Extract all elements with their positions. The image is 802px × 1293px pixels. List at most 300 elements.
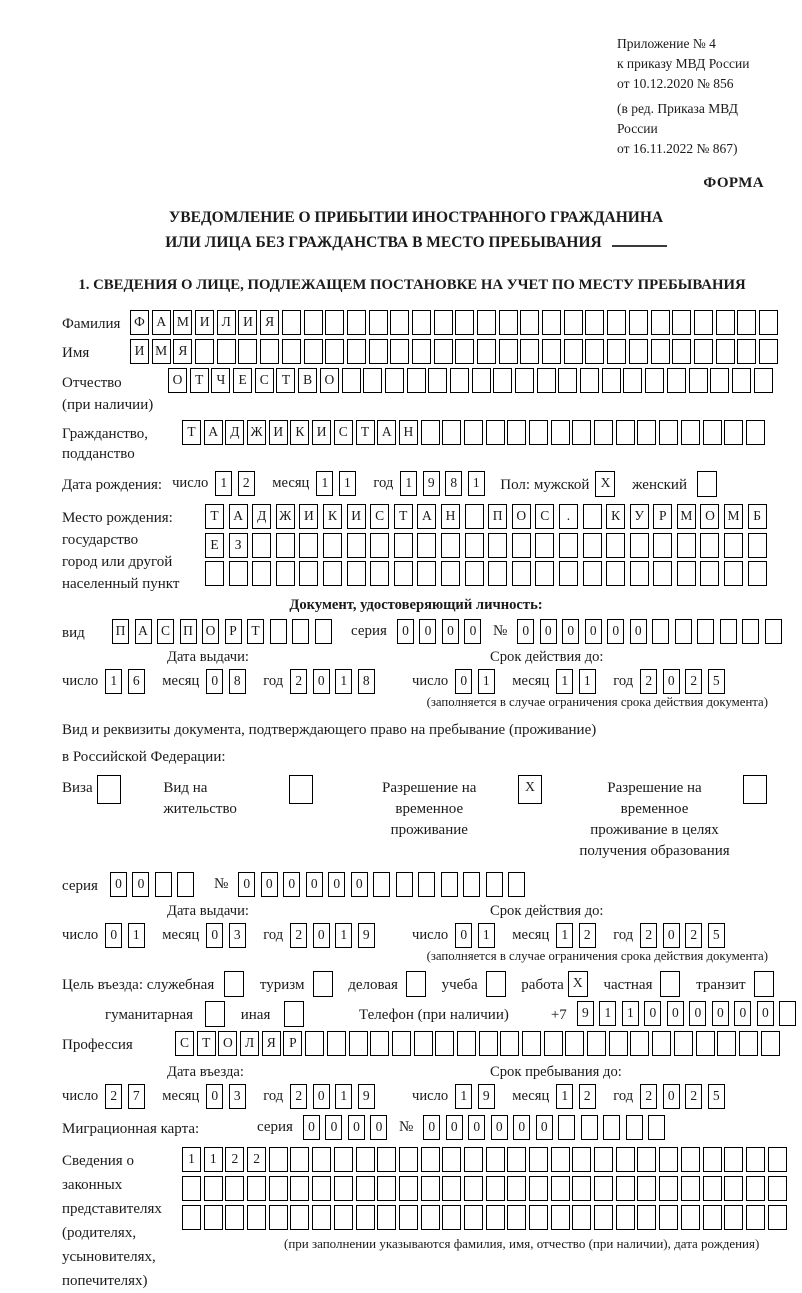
char-cell[interactable] (499, 310, 518, 335)
char-cell[interactable] (399, 1147, 418, 1172)
checkbox-cell[interactable] (224, 971, 244, 997)
char-cell[interactable] (434, 310, 453, 335)
char-cell[interactable] (732, 368, 751, 393)
char-cell[interactable] (442, 1176, 461, 1201)
char-cell[interactable] (269, 1147, 288, 1172)
char-cell[interactable]: А (135, 619, 152, 644)
char-cell[interactable] (195, 339, 214, 364)
char-cell[interactable] (441, 872, 458, 897)
char-cell[interactable]: М (152, 339, 171, 364)
char-cell[interactable]: Т (247, 619, 264, 644)
char-cell[interactable] (412, 339, 431, 364)
char-cell[interactable] (700, 561, 719, 586)
char-cell[interactable]: 0 (348, 1115, 365, 1140)
char-cell[interactable] (675, 619, 692, 644)
char-cell[interactable] (746, 420, 765, 445)
char-cell[interactable]: О (320, 368, 339, 393)
char-cell[interactable] (464, 420, 483, 445)
char-cell[interactable]: П (180, 619, 197, 644)
char-cell[interactable] (421, 420, 440, 445)
checkbox-cell[interactable] (97, 775, 121, 804)
char-cell[interactable]: Я (262, 1031, 281, 1056)
digit-cell[interactable]: 2 (579, 1084, 596, 1109)
char-cell[interactable] (724, 1176, 743, 1201)
digit-cell[interactable]: 1 (556, 1084, 573, 1109)
char-cell[interactable]: 1 (204, 1147, 223, 1172)
digit-cell[interactable]: 9 (478, 1084, 495, 1109)
char-cell[interactable]: 0 (442, 619, 459, 644)
char-cell[interactable]: Я (260, 310, 279, 335)
digit-cell[interactable]: 2 (685, 1084, 702, 1109)
char-cell[interactable] (681, 1205, 700, 1230)
digit-cell[interactable]: 0 (663, 669, 680, 694)
digit-cell[interactable]: 1 (335, 669, 352, 694)
char-cell[interactable]: Р (225, 619, 242, 644)
char-cell[interactable]: 0 (607, 619, 624, 644)
char-cell[interactable] (559, 533, 578, 558)
char-cell[interactable]: 0 (238, 872, 255, 897)
char-cell[interactable] (455, 310, 474, 335)
char-cell[interactable] (616, 420, 635, 445)
char-cell[interactable] (529, 1205, 548, 1230)
digit-cell[interactable]: 9 (358, 923, 375, 948)
char-cell[interactable]: Л (240, 1031, 259, 1056)
char-cell[interactable] (417, 561, 436, 586)
char-cell[interactable] (407, 368, 426, 393)
char-cell[interactable] (260, 339, 279, 364)
char-cell[interactable] (761, 1031, 780, 1056)
char-cell[interactable] (659, 420, 678, 445)
digit-cell[interactable]: 6 (128, 669, 145, 694)
char-cell[interactable]: 0 (491, 1115, 508, 1140)
char-cell[interactable] (369, 339, 388, 364)
char-cell[interactable] (512, 561, 531, 586)
char-cell[interactable] (486, 1147, 505, 1172)
char-cell[interactable] (299, 561, 318, 586)
char-cell[interactable] (759, 310, 778, 335)
char-cell[interactable] (724, 420, 743, 445)
char-cell[interactable] (292, 619, 309, 644)
char-cell[interactable] (370, 561, 389, 586)
char-cell[interactable]: 1 (599, 1001, 616, 1026)
char-cell[interactable] (507, 1205, 526, 1230)
char-cell[interactable]: 0 (419, 619, 436, 644)
char-cell[interactable] (667, 368, 686, 393)
char-cell[interactable] (247, 1176, 266, 1201)
digit-cell[interactable]: 2 (640, 669, 657, 694)
char-cell[interactable]: 0 (734, 1001, 751, 1026)
char-cell[interactable] (694, 339, 713, 364)
char-cell[interactable] (417, 533, 436, 558)
char-cell[interactable] (486, 872, 503, 897)
char-cell[interactable]: Т (356, 420, 375, 445)
checkbox-cell[interactable] (289, 775, 313, 804)
char-cell[interactable]: Я (173, 339, 192, 364)
char-cell[interactable] (564, 310, 583, 335)
char-cell[interactable] (464, 1176, 483, 1201)
char-cell[interactable] (238, 339, 257, 364)
char-cell[interactable]: И (347, 504, 366, 529)
char-cell[interactable] (269, 1205, 288, 1230)
char-cell[interactable] (394, 533, 413, 558)
char-cell[interactable] (535, 561, 554, 586)
checkbox-cell[interactable] (486, 971, 506, 997)
char-cell[interactable] (606, 533, 625, 558)
char-cell[interactable]: О (168, 368, 187, 393)
char-cell[interactable] (637, 420, 656, 445)
digit-cell[interactable]: 0 (313, 669, 330, 694)
char-cell[interactable] (369, 310, 388, 335)
char-cell[interactable]: А (417, 504, 436, 529)
char-cell[interactable] (768, 1205, 787, 1230)
char-cell[interactable] (347, 561, 366, 586)
char-cell[interactable] (290, 1147, 309, 1172)
char-cell[interactable] (748, 561, 767, 586)
char-cell[interactable] (304, 339, 323, 364)
char-cell[interactable] (457, 1031, 476, 1056)
char-cell[interactable] (779, 1001, 796, 1026)
digit-cell[interactable]: 1 (105, 669, 122, 694)
char-cell[interactable] (594, 420, 613, 445)
char-cell[interactable] (746, 1176, 765, 1201)
char-cell[interactable] (537, 368, 556, 393)
char-cell[interactable] (488, 561, 507, 586)
digit-cell[interactable]: 1 (400, 471, 417, 496)
char-cell[interactable]: 0 (513, 1115, 530, 1140)
char-cell[interactable] (269, 1176, 288, 1201)
char-cell[interactable] (637, 1205, 656, 1230)
char-cell[interactable] (652, 1031, 671, 1056)
char-cell[interactable] (477, 339, 496, 364)
char-cell[interactable] (580, 368, 599, 393)
char-cell[interactable] (290, 1205, 309, 1230)
checkbox-cell[interactable]: X (595, 471, 615, 497)
digit-cell[interactable]: 1 (128, 923, 145, 948)
char-cell[interactable] (746, 1205, 765, 1230)
digit-cell[interactable]: 0 (206, 923, 223, 948)
char-cell[interactable] (585, 339, 604, 364)
char-cell[interactable] (603, 1115, 620, 1140)
char-cell[interactable] (442, 420, 461, 445)
char-cell[interactable] (282, 339, 301, 364)
char-cell[interactable]: Т (197, 1031, 216, 1056)
digit-cell[interactable]: 0 (313, 1084, 330, 1109)
char-cell[interactable] (276, 561, 295, 586)
char-cell[interactable]: 0 (423, 1115, 440, 1140)
char-cell[interactable] (441, 561, 460, 586)
digit-cell[interactable]: 2 (640, 1084, 657, 1109)
digit-cell[interactable]: 0 (105, 923, 122, 948)
char-cell[interactable] (464, 1205, 483, 1230)
char-cell[interactable] (428, 368, 447, 393)
char-cell[interactable]: 0 (325, 1115, 342, 1140)
char-cell[interactable] (349, 1031, 368, 1056)
char-cell[interactable] (529, 1147, 548, 1172)
char-cell[interactable]: К (290, 420, 309, 445)
char-cell[interactable] (659, 1205, 678, 1230)
digit-cell[interactable]: 3 (229, 1084, 246, 1109)
digit-cell[interactable]: 7 (128, 1084, 145, 1109)
digit-cell[interactable]: 0 (663, 923, 680, 948)
char-cell[interactable]: И (195, 310, 214, 335)
char-cell[interactable] (700, 533, 719, 558)
char-cell[interactable]: 0 (132, 872, 149, 897)
char-cell[interactable] (629, 310, 648, 335)
char-cell[interactable] (499, 339, 518, 364)
char-cell[interactable] (677, 533, 696, 558)
checkbox-cell[interactable] (743, 775, 767, 804)
char-cell[interactable] (551, 1176, 570, 1201)
char-cell[interactable] (399, 1205, 418, 1230)
char-cell[interactable] (696, 1031, 715, 1056)
char-cell[interactable] (323, 561, 342, 586)
char-cell[interactable] (535, 533, 554, 558)
char-cell[interactable] (637, 1147, 656, 1172)
checkbox-cell[interactable] (205, 1001, 225, 1027)
char-cell[interactable] (155, 872, 172, 897)
char-cell[interactable]: С (370, 504, 389, 529)
char-cell[interactable] (486, 420, 505, 445)
digit-cell[interactable]: 1 (335, 923, 352, 948)
char-cell[interactable] (442, 1147, 461, 1172)
char-cell[interactable] (583, 504, 602, 529)
checkbox-cell[interactable] (660, 971, 680, 997)
char-cell[interactable]: 0 (464, 619, 481, 644)
char-cell[interactable] (768, 1176, 787, 1201)
char-cell[interactable] (724, 533, 743, 558)
char-cell[interactable]: Л (217, 310, 236, 335)
char-cell[interactable] (653, 561, 672, 586)
char-cell[interactable] (463, 872, 480, 897)
char-cell[interactable] (551, 420, 570, 445)
char-cell[interactable]: А (204, 420, 223, 445)
char-cell[interactable] (442, 1205, 461, 1230)
char-cell[interactable] (465, 504, 484, 529)
char-cell[interactable]: А (377, 420, 396, 445)
char-cell[interactable] (347, 310, 366, 335)
char-cell[interactable]: С (255, 368, 274, 393)
char-cell[interactable]: М (173, 310, 192, 335)
digit-cell[interactable]: 0 (455, 923, 472, 948)
char-cell[interactable] (703, 1205, 722, 1230)
char-cell[interactable]: Т (205, 504, 224, 529)
digit-cell[interactable]: 5 (708, 923, 725, 948)
char-cell[interactable] (390, 310, 409, 335)
char-cell[interactable] (551, 1147, 570, 1172)
char-cell[interactable] (616, 1147, 635, 1172)
char-cell[interactable]: 1 (182, 1147, 201, 1172)
char-cell[interactable] (551, 1205, 570, 1230)
char-cell[interactable] (377, 1176, 396, 1201)
digit-cell[interactable]: 8 (229, 669, 246, 694)
char-cell[interactable]: 0 (283, 872, 300, 897)
checkbox-cell[interactable] (284, 1001, 304, 1027)
char-cell[interactable] (616, 1176, 635, 1201)
char-cell[interactable] (347, 339, 366, 364)
char-cell[interactable]: В (298, 368, 317, 393)
char-cell[interactable] (377, 1205, 396, 1230)
char-cell[interactable] (472, 368, 491, 393)
digit-cell[interactable]: 1 (579, 669, 596, 694)
char-cell[interactable] (746, 1147, 765, 1172)
char-cell[interactable] (252, 561, 271, 586)
char-cell[interactable] (565, 1031, 584, 1056)
char-cell[interactable]: 0 (110, 872, 127, 897)
char-cell[interactable] (630, 1031, 649, 1056)
char-cell[interactable]: Т (190, 368, 209, 393)
char-cell[interactable] (681, 1176, 700, 1201)
char-cell[interactable] (716, 310, 735, 335)
digit-cell[interactable]: 2 (238, 471, 255, 496)
char-cell[interactable] (479, 1031, 498, 1056)
char-cell[interactable] (182, 1205, 201, 1230)
char-cell[interactable]: 0 (689, 1001, 706, 1026)
char-cell[interactable] (282, 310, 301, 335)
char-cell[interactable] (312, 1205, 331, 1230)
char-cell[interactable] (373, 872, 390, 897)
char-cell[interactable] (515, 368, 534, 393)
char-cell[interactable] (370, 1031, 389, 1056)
char-cell[interactable] (542, 310, 561, 335)
char-cell[interactable] (653, 533, 672, 558)
char-cell[interactable] (394, 561, 413, 586)
char-cell[interactable] (651, 339, 670, 364)
char-cell[interactable]: 0 (468, 1115, 485, 1140)
char-cell[interactable] (363, 368, 382, 393)
char-cell[interactable] (486, 1205, 505, 1230)
char-cell[interactable] (421, 1147, 440, 1172)
char-cell[interactable] (412, 310, 431, 335)
char-cell[interactable] (377, 1147, 396, 1172)
char-cell[interactable] (645, 368, 664, 393)
char-cell[interactable]: 2 (225, 1147, 244, 1172)
char-cell[interactable] (724, 1205, 743, 1230)
char-cell[interactable] (564, 339, 583, 364)
char-cell[interactable]: 0 (306, 872, 323, 897)
char-cell[interactable] (276, 533, 295, 558)
char-cell[interactable] (677, 561, 696, 586)
char-cell[interactable] (229, 561, 248, 586)
char-cell[interactable] (225, 1205, 244, 1230)
char-cell[interactable] (652, 619, 669, 644)
char-cell[interactable] (290, 1176, 309, 1201)
char-cell[interactable]: С (175, 1031, 194, 1056)
char-cell[interactable] (558, 1115, 575, 1140)
char-cell[interactable] (739, 1031, 758, 1056)
char-cell[interactable]: Ж (276, 504, 295, 529)
char-cell[interactable] (674, 1031, 693, 1056)
char-cell[interactable]: С (157, 619, 174, 644)
char-cell[interactable] (455, 339, 474, 364)
char-cell[interactable] (205, 561, 224, 586)
char-cell[interactable]: Е (233, 368, 252, 393)
char-cell[interactable] (325, 339, 344, 364)
digit-cell[interactable]: 2 (290, 669, 307, 694)
char-cell[interactable]: Н (399, 420, 418, 445)
char-cell[interactable] (594, 1147, 613, 1172)
char-cell[interactable]: Е (205, 533, 224, 558)
char-cell[interactable] (765, 619, 782, 644)
digit-cell[interactable]: 5 (708, 669, 725, 694)
char-cell[interactable] (465, 533, 484, 558)
char-cell[interactable]: Р (653, 504, 672, 529)
char-cell[interactable] (616, 1205, 635, 1230)
digit-cell[interactable]: 1 (556, 923, 573, 948)
char-cell[interactable] (587, 1031, 606, 1056)
char-cell[interactable] (572, 1176, 591, 1201)
char-cell[interactable] (325, 310, 344, 335)
char-cell[interactable] (486, 1176, 505, 1201)
char-cell[interactable]: 0 (370, 1115, 387, 1140)
char-cell[interactable] (488, 533, 507, 558)
char-cell[interactable] (594, 1176, 613, 1201)
char-cell[interactable]: О (202, 619, 219, 644)
char-cell[interactable] (607, 339, 626, 364)
char-cell[interactable] (529, 420, 548, 445)
char-cell[interactable] (703, 1147, 722, 1172)
char-cell[interactable] (520, 310, 539, 335)
char-cell[interactable]: Н (441, 504, 460, 529)
char-cell[interactable] (392, 1031, 411, 1056)
char-cell[interactable]: И (299, 504, 318, 529)
char-cell[interactable]: С (535, 504, 554, 529)
char-cell[interactable] (748, 533, 767, 558)
char-cell[interactable] (334, 1176, 353, 1201)
char-cell[interactable] (606, 561, 625, 586)
char-cell[interactable]: 0 (351, 872, 368, 897)
checkbox-cell[interactable]: X (568, 971, 588, 997)
char-cell[interactable]: 0 (446, 1115, 463, 1140)
digit-cell[interactable]: 9 (423, 471, 440, 496)
char-cell[interactable] (623, 368, 642, 393)
char-cell[interactable] (493, 368, 512, 393)
char-cell[interactable]: О (700, 504, 719, 529)
char-cell[interactable]: К (323, 504, 342, 529)
char-cell[interactable] (710, 368, 729, 393)
char-cell[interactable] (204, 1176, 223, 1201)
digit-cell[interactable]: 2 (685, 669, 702, 694)
checkbox-cell[interactable]: X (518, 775, 542, 804)
char-cell[interactable] (629, 339, 648, 364)
char-cell[interactable] (334, 1205, 353, 1230)
char-cell[interactable] (630, 533, 649, 558)
char-cell[interactable]: Ж (247, 420, 266, 445)
digit-cell[interactable]: 1 (316, 471, 333, 496)
digit-cell[interactable]: 0 (313, 923, 330, 948)
digit-cell[interactable]: 1 (339, 471, 356, 496)
digit-cell[interactable]: 0 (206, 1084, 223, 1109)
char-cell[interactable] (323, 533, 342, 558)
digit-cell[interactable]: 0 (663, 1084, 680, 1109)
char-cell[interactable] (607, 310, 626, 335)
checkbox-cell[interactable] (697, 471, 717, 497)
char-cell[interactable] (418, 872, 435, 897)
char-cell[interactable] (252, 533, 271, 558)
char-cell[interactable] (672, 339, 691, 364)
digit-cell[interactable]: 2 (579, 923, 596, 948)
char-cell[interactable]: А (229, 504, 248, 529)
checkbox-cell[interactable] (313, 971, 333, 997)
digit-cell[interactable]: 1 (455, 1084, 472, 1109)
char-cell[interactable] (572, 420, 591, 445)
char-cell[interactable]: 0 (757, 1001, 774, 1026)
char-cell[interactable] (559, 561, 578, 586)
char-cell[interactable] (465, 561, 484, 586)
char-cell[interactable] (370, 533, 389, 558)
char-cell[interactable] (315, 619, 332, 644)
char-cell[interactable]: 2 (247, 1147, 266, 1172)
char-cell[interactable] (512, 533, 531, 558)
